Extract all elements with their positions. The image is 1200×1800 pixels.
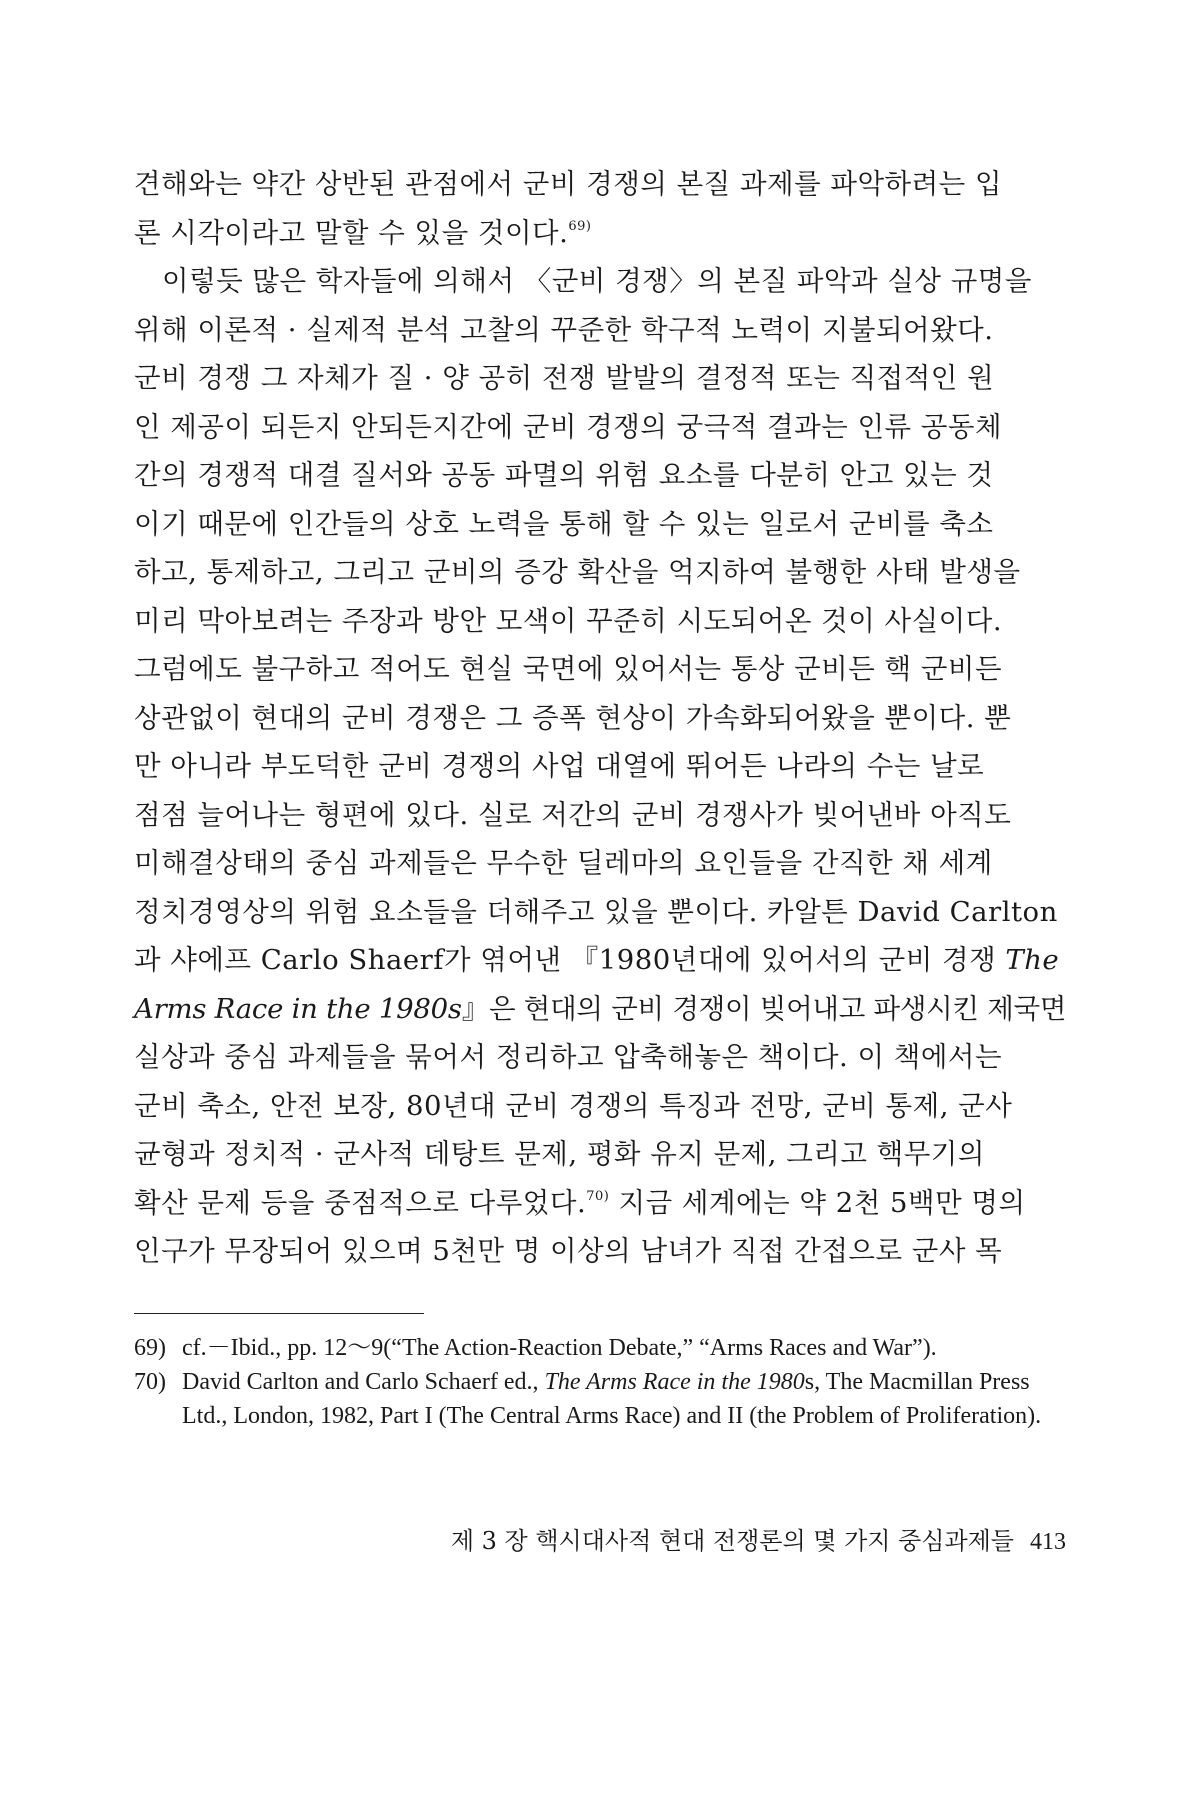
body-line: 론 시각이라고 말할 수 있을 것이다.$^{69)}$ (134, 216, 592, 249)
running-footer (330, 1521, 1066, 1556)
body-line: 간의 경쟁적 대결 질서와 공동 파멸의 위험 요소를 다분히 안고 있는 것 (134, 459, 994, 491)
body-line: 하고, 통제하고, 그리고 군비의 증강 확산을 억지하여 불행한 사태 발생을 (134, 556, 1021, 588)
body-line: 확산 문제 등을 중점적으로 다루었다.$^{70)}$ 지금 세계에는 약 2천 5백만 명의 (134, 1186, 1026, 1219)
body-line: 만 아니라 부도덕한 군비 경쟁의 사업 대열에 뛰어든 나라의 수는 날로 (134, 750, 985, 782)
body-line: 과 샤에프 Carlo Shaerf가 엮어낸 『1980년대에 있어서의 군비 경쟁 The (134, 944, 1060, 976)
book-title-italic: The Arms Race in the 1980 (544, 1369, 805, 1395)
footnote-divider (134, 1313, 424, 1314)
book-title-italic: The (1005, 944, 1060, 976)
running-head: 제 3 장 핵시대사적 현대 전쟁론의 몇 가지 중심과제들 (450, 1527, 1014, 1555)
book-title-italic: Arms Race in the 1980s (134, 992, 462, 1025)
body-line: 미해결상태의 중심 과제들은 무수한 딜레마의 요인들을 간직한 채 세계 (134, 847, 993, 879)
page-number: 413 (1030, 1529, 1066, 1555)
footnote-number: 70) (134, 1369, 166, 1395)
body-line: 군비 축소, 안전 보장, 80년대 군비 경쟁의 특징과 전망, 군비 통제, 군사 (134, 1089, 1013, 1122)
body-line: 인구가 무장되어 있으며 5천만 명 이상의 남녀가 직접 간접으로 군사 목 (134, 1235, 1003, 1267)
footnote-text: cf.－Ibid., pp. 12～9(“The Action-Reaction Debate,” “Arms Races and War”). (182, 1335, 937, 1361)
footnote-69 (134, 1331, 1066, 1365)
footnote-70 (134, 1365, 1066, 1433)
body-line: 군비 경쟁 그 자체가 질 · 양 공히 전쟁 발발의 결정적 또는 직접적인 원 (134, 362, 995, 394)
body-line: 실상과 중심 과제들을 묶어서 정리하고 압축해놓은 책이다. 이 책에서는 (134, 1041, 1003, 1073)
body-text (134, 160, 1066, 1276)
body-line: 그럼에도 불구하고 적어도 현실 국면에 있어서는 통상 군비든 핵 군비든 (134, 653, 1003, 685)
footnote-ref[interactable]: 70) (586, 1188, 610, 1204)
body-line: 견해와는 약간 상반된 관점에서 군비 경쟁의 본질 과제를 파악하려는 입 (134, 168, 1003, 200)
body-line: 정치경영상의 위험 요소들을 더해주고 있을 뿐이다. 카알튼 David Carlton (134, 895, 1058, 928)
body-line: 균형과 정치적 · 군사적 데탕트 문제, 평화 유지 문제, 그리고 핵무기의 (134, 1138, 985, 1170)
body-line: 위해 이론적 · 실제적 분석 고찰의 꾸준한 학구적 노력이 지불되어왔다. (134, 313, 994, 346)
body-line: 점점 늘어나는 형편에 있다. 실로 저간의 군비 경쟁사가 빚어낸바 아직도 (134, 798, 1012, 831)
footnote-ref[interactable]: 69) (568, 218, 592, 234)
footnote-text: David Carlton and Carlo Schaerf ed., The Arms Race in the 1980s, The Macmillan Press Ltd., London, 1982, Part I (The Central Arms Race) and II (the Problem of Proliferation). (182, 1369, 1042, 1429)
body-line: Arms Race in the 1980s』은 현대의 군비 경쟁이 빚어내고 파생시킨 제국면 (134, 992, 1067, 1025)
body-line: 이기 때문에 인간들의 상호 노력을 통해 할 수 있는 일로서 군비를 축소 (134, 507, 994, 540)
body-line: 이렇듯 많은 학자들에 의해서 〈군비 경쟁〉의 본질 파악과 실상 규명을 (162, 265, 1032, 297)
body-line: 인 제공이 되든지 안되든지간에 군비 경쟁의 궁극적 결과는 인류 공동체 (134, 410, 1003, 443)
body-line: 상관없이 현대의 군비 경쟁은 그 증폭 현상이 가속화되어왔을 뿐이다. 뿐 (134, 701, 1012, 734)
body-line: 미리 막아보려는 주장과 방안 모색이 꾸준히 시도되어온 것이 사실이다. (134, 604, 1003, 637)
footnote-number: 69) (134, 1335, 166, 1361)
footnotes (134, 1331, 1066, 1433)
